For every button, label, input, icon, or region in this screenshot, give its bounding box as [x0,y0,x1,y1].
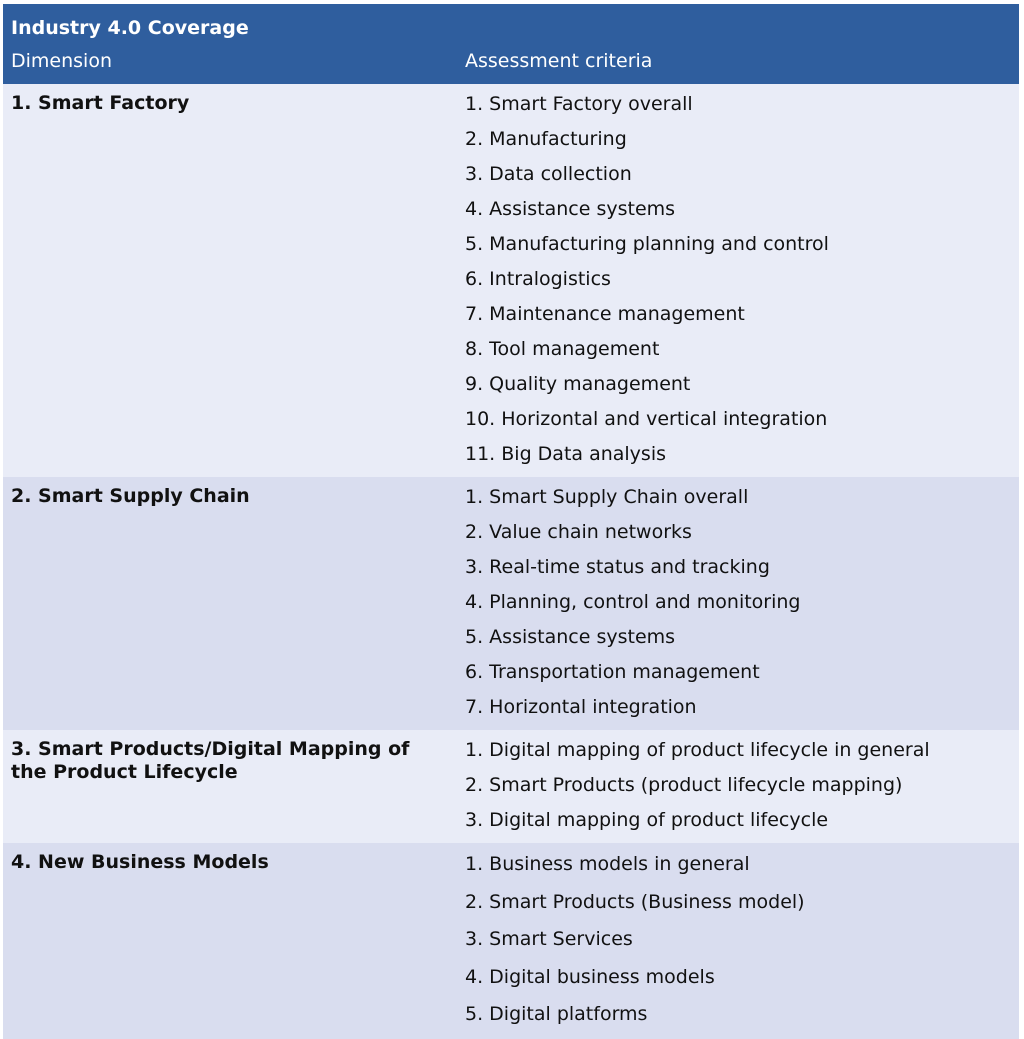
column-header-dimension: Dimension [11,50,112,72]
criteria-item: 1. Digital mapping of product lifecycle in general [465,739,930,761]
criteria-item: 10. Horizontal and vertical integration [465,408,828,430]
criteria-item: 11. Big Data analysis [465,443,667,465]
criteria-cell [457,477,1019,730]
criteria-item: 3. Smart Services [465,928,633,951]
criteria-cell [457,843,1019,1039]
criteria-item: 1. Smart Supply Chain overall [465,486,749,508]
criteria-item: 7. Maintenance management [465,303,745,325]
criteria-item: 5. Digital platforms [465,1003,648,1026]
criteria-item: 1. Smart Factory overall [465,93,693,115]
coverage-table [3,4,1019,1039]
criteria-item: 4. Planning, control and monitoring [465,591,801,613]
column-header-criteria: Assessment criteria [465,50,653,72]
table-row [3,730,1019,843]
criteria-item: 5. Assistance systems [465,626,676,648]
criteria-item: 2. Smart Products (Business model) [465,890,805,913]
criteria-item: 4. Assistance systems [465,198,676,220]
dimension-cell: 3. Smart Products/Digital Mapping of the Product Lifecycle [11,738,410,783]
criteria-item: 7. Horizontal integration [465,696,697,718]
criteria-cell [457,84,1019,477]
criteria-item: 2. Value chain networks [465,521,692,543]
table-title: Industry 4.0 Coverage [11,17,249,39]
criteria-item: 6. Transportation management [465,661,760,683]
criteria-item: 2. Smart Products (product lifecycle mapping) [465,774,903,796]
criteria-cell [457,730,1019,843]
dimension-cell: 1. Smart Factory [11,92,190,114]
criteria-item: 6. Intralogistics [465,268,611,290]
criteria-item: 3. Data collection [465,163,632,185]
table-row [3,84,1019,477]
criteria-item: 5. Manufacturing planning and control [465,233,829,255]
criteria-item: 3. Real-time status and tracking [465,556,770,578]
criteria-item: 1. Business models in general [465,853,750,875]
table-row [3,477,1019,730]
dimension-cell: 2. Smart Supply Chain [11,485,250,507]
dimension-cell: 4. New Business Models [11,851,269,873]
criteria-item: 9. Quality management [465,373,691,395]
criteria-item: 3. Digital mapping of product lifecycle [465,809,829,831]
criteria-item: 2. Manufacturing [465,128,627,150]
table-row [3,843,1019,1039]
criteria-item: 8. Tool management [465,338,660,360]
criteria-item: 4. Digital business models [465,965,715,988]
table-header [3,4,1019,84]
